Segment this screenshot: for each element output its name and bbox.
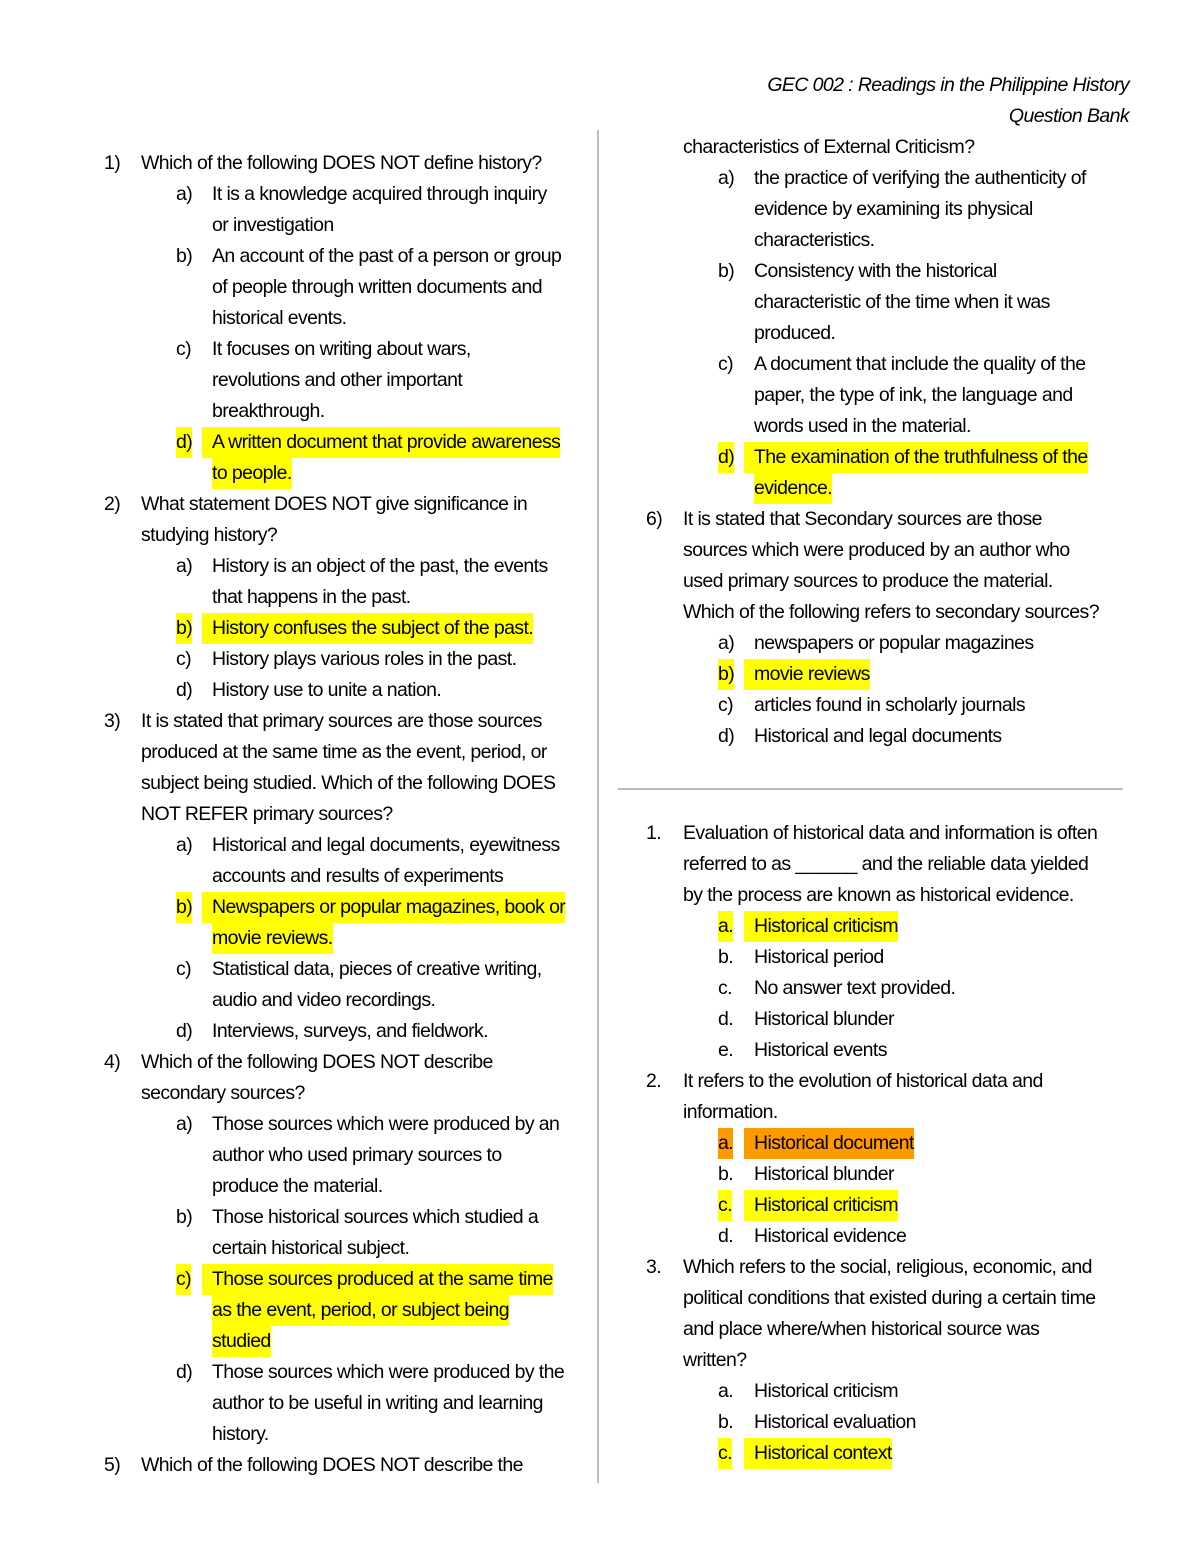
part2-q2-number: 2. xyxy=(646,1070,662,1092)
part2-q1-choice-text: No answer text provided. xyxy=(754,977,956,999)
part2-q1-choice-letter: e. xyxy=(718,1039,734,1061)
part1-q1-choice-text: or investigation xyxy=(212,214,334,236)
part1-q1-choice-text: A written document that provide awareness xyxy=(202,427,560,458)
part1-q3-choice-text: movie reviews. xyxy=(212,923,333,954)
part2-q1-stem-line: Evaluation of historical data and information is often xyxy=(683,822,1098,844)
part1-q6-choice-text: articles found in scholarly journals xyxy=(754,694,1026,716)
part1-q6-choice-text: movie reviews xyxy=(744,659,870,690)
part1-q4-choice-text: Those historical sources which studied a xyxy=(212,1206,539,1228)
part2-q1-number: 1. xyxy=(646,822,662,844)
part1-q4-choice-letter: c) xyxy=(176,1264,191,1295)
column-divider xyxy=(597,130,599,1483)
part1-q3-choice-text: Historical and legal documents, eyewitness xyxy=(212,834,560,856)
part1-q5-choice-text: evidence. xyxy=(754,473,832,504)
part1-q6-stem-line: It is stated that Secondary sources are those xyxy=(683,508,1042,530)
part2-q3-stem-line: written? xyxy=(683,1349,747,1371)
part1-q2-choice-text: History confuses the subject of the past. xyxy=(202,613,533,644)
part1-q6-number: 6) xyxy=(646,508,663,530)
part2-q1-stem-line: referred to as ______ and the reliable data yielded xyxy=(683,853,1089,875)
part1-q1-choice-text: It focuses on writing about wars, xyxy=(212,338,471,360)
part1-q4-stem-line: secondary sources? xyxy=(141,1082,305,1104)
part1-q3-stem-line: subject being studied. Which of the following DOES xyxy=(141,772,556,794)
part1-q4-choice-letter: a) xyxy=(176,1113,193,1135)
part2-q3-choice-letter: c. xyxy=(718,1438,732,1469)
part1-q5-choice-text: produced. xyxy=(754,322,836,344)
part2-q3-stem-line: and place where/when historical source was xyxy=(683,1318,1040,1340)
part1-q2-choice-letter: d) xyxy=(176,679,193,701)
part1-q1-choice-text: An account of the past of a person or group xyxy=(212,245,562,267)
part2-q1-choice-text: Historical period xyxy=(754,946,884,968)
part1-q1-stem-line: Which of the following DOES NOT define history? xyxy=(141,152,542,174)
part1-q5-choice-letter: c) xyxy=(718,353,734,375)
part1-q5-choice-letter: d) xyxy=(718,442,734,473)
part2-q2-choice-letter: d. xyxy=(718,1225,734,1247)
part1-q1-choice-letter: c) xyxy=(176,338,192,360)
part1-q6-choice-letter: d) xyxy=(718,725,735,747)
part2-q1-stem-line: by the process are known as historical evidence. xyxy=(683,884,1074,906)
part1-q1-number: 1) xyxy=(104,152,121,174)
part1-q5-stem-line: Which of the following DOES NOT describe the xyxy=(141,1454,523,1476)
part2-q2-choice-text: Historical criticism xyxy=(744,1190,898,1221)
part1-q3-choice-letter: d) xyxy=(176,1020,193,1042)
part1-q5-choice-text: characteristic of the time when it was xyxy=(754,291,1050,313)
part2-q3-choice-text: Historical criticism xyxy=(754,1380,899,1402)
part1-q6-stem-line: used primary sources to produce the material. xyxy=(683,570,1053,592)
part1-q6-choice-text: newspapers or popular magazines xyxy=(754,632,1034,654)
part1-q6-choice-letter: c) xyxy=(718,694,734,716)
part2-q3-stem-line: political conditions that existed during a certain time xyxy=(683,1287,1096,1309)
part1-q6-choice-letter: b) xyxy=(718,659,734,690)
part1-q1-choice-text: historical events. xyxy=(212,307,347,329)
part1-q2-choice-letter: b) xyxy=(176,613,192,644)
part1-q6-choice-letter: a) xyxy=(718,632,735,654)
part1-q5-choice-text: The examination of the truthfulness of the xyxy=(744,442,1088,473)
part1-q4-choice-text: author who used primary sources to xyxy=(212,1144,502,1166)
part2-q1-choice-text: Historical criticism xyxy=(744,911,898,942)
part1-q2-choice-text: History plays various roles in the past. xyxy=(212,648,517,670)
part1-q3-choice-text: accounts and results of experiments xyxy=(212,865,504,887)
part1-q5-choice-letter: b) xyxy=(718,260,735,282)
part2-q1-choice-letter: c. xyxy=(718,977,732,999)
part1-q4-choice-text: produce the material. xyxy=(212,1175,383,1197)
part1-q3-stem-line: produced at the same time as the event, period, or xyxy=(141,741,547,763)
part1-q4-choice-text: studied xyxy=(212,1326,271,1357)
part1-q3-number: 3) xyxy=(104,710,121,732)
part2-q2-choice-letter: a. xyxy=(718,1128,733,1159)
part1-q2-number: 2) xyxy=(104,493,121,515)
part1-q1-choice-text: breakthrough. xyxy=(212,400,325,422)
part1-q5-choice-text: characteristics. xyxy=(754,229,875,251)
part1-q2-choice-text: History is an object of the past, the events xyxy=(212,555,548,577)
part1-q2-choice-text: that happens in the past. xyxy=(212,586,411,608)
part1-q3-choice-letter: a) xyxy=(176,834,193,856)
section-divider xyxy=(618,788,1123,790)
part1-q4-choice-text: author to be useful in writing and learning xyxy=(212,1392,543,1414)
part1-q6-stem-line: Which of the following refers to secondary sources? xyxy=(683,601,1099,623)
part1-q3-choice-text: Interviews, surveys, and fieldwork. xyxy=(212,1020,488,1042)
part2-q2-choice-letter: c. xyxy=(718,1190,732,1221)
part1-q5-choice-text: words used in the material. xyxy=(754,415,971,437)
part1-q3-stem-line: NOT REFER primary sources? xyxy=(141,803,393,825)
part1-q2-choice-letter: c) xyxy=(176,648,192,670)
part2-q1-choice-letter: b. xyxy=(718,946,734,968)
part1-q4-stem-line: Which of the following DOES NOT describe xyxy=(141,1051,493,1073)
part2-q2-stem-line: information. xyxy=(683,1101,778,1123)
part2-q1-choice-letter: d. xyxy=(718,1008,734,1030)
part1-q4-choice-text: as the event, period, or subject being xyxy=(212,1295,509,1326)
part1-q1-choice-text: of people through written documents and xyxy=(212,276,542,298)
question-bank-label: Question Bank xyxy=(1008,105,1129,127)
part1-q3-stem-line: It is stated that primary sources are those sources xyxy=(141,710,542,732)
part1-q4-choice-text: Those sources produced at the same time xyxy=(202,1264,553,1295)
part1-q5-choice-text: paper, the type of ink, the language and xyxy=(754,384,1073,406)
part1-q3-choice-letter: b) xyxy=(176,892,192,923)
part1-q2-choice-letter: a) xyxy=(176,555,193,577)
part1-q3-choice-text: Statistical data, pieces of creative writing, xyxy=(212,958,542,980)
part1-q5-number: 5) xyxy=(104,1454,121,1476)
part1-q5-stem-line: characteristics of External Criticism? xyxy=(683,136,975,158)
part1-q5-choice-text: the practice of verifying the authenticity of xyxy=(754,167,1086,189)
part1-q5-choice-text: A document that include the quality of the xyxy=(754,353,1086,375)
part1-q6-stem-line: sources which were produced by an author who xyxy=(683,539,1070,561)
part2-q3-stem-line: Which refers to the social, religious, economic, and xyxy=(683,1256,1092,1278)
part2-q3-choice-text: Historical evaluation xyxy=(754,1411,916,1433)
part2-q1-choice-text: Historical blunder xyxy=(754,1008,894,1030)
part1-q5-choice-text: Consistency with the historical xyxy=(754,260,997,282)
part2-q2-stem-line: It refers to the evolution of historical data and xyxy=(683,1070,1043,1092)
part1-q2-stem-line: What statement DOES NOT give significance in xyxy=(141,493,528,515)
part1-q2-stem-line: studying history? xyxy=(141,524,278,546)
part2-q3-number: 3. xyxy=(646,1256,662,1278)
part1-q1-choice-text: to people. xyxy=(212,458,292,489)
part1-q6-choice-text: Historical and legal documents xyxy=(754,725,1002,747)
part1-q1-choice-letter: b) xyxy=(176,245,193,267)
part1-q1-choice-text: It is a knowledge acquired through inquiry xyxy=(212,183,547,205)
part2-q2-choice-letter: b. xyxy=(718,1163,734,1185)
part2-q1-choice-text: Historical events xyxy=(754,1039,887,1061)
course-title: GEC 002 : Readings in the Philippine History xyxy=(767,74,1129,96)
part1-q3-choice-letter: c) xyxy=(176,958,192,980)
part1-q3-choice-text: Newspapers or popular magazines, book or xyxy=(202,892,565,923)
part1-q1-choice-letter: d) xyxy=(176,427,192,458)
part1-q1-choice-letter: a) xyxy=(176,183,193,205)
part1-q4-choice-text: history. xyxy=(212,1423,269,1445)
part1-q2-choice-text: History use to unite a nation. xyxy=(212,679,442,701)
part1-q4-choice-text: certain historical subject. xyxy=(212,1237,410,1259)
part1-q4-choice-letter: d) xyxy=(176,1361,193,1383)
part1-q4-choice-letter: b) xyxy=(176,1206,193,1228)
part2-q2-choice-text: Historical evidence xyxy=(754,1225,907,1247)
part2-q3-choice-letter: b. xyxy=(718,1411,734,1433)
part1-q5-choice-letter: a) xyxy=(718,167,735,189)
part1-q4-choice-text: Those sources which were produced by an xyxy=(212,1113,560,1135)
part2-q3-choice-letter: a. xyxy=(718,1380,734,1402)
part1-q3-choice-text: audio and video recordings. xyxy=(212,989,436,1011)
part2-q2-choice-text: Historical blunder xyxy=(754,1163,894,1185)
part1-q4-number: 4) xyxy=(104,1051,121,1073)
part1-q5-choice-text: evidence by examining its physical xyxy=(754,198,1033,220)
part1-q4-choice-text: Those sources which were produced by the xyxy=(212,1361,565,1383)
part2-q3-choice-text: Historical context xyxy=(744,1438,892,1469)
part1-q1-choice-text: revolutions and other important xyxy=(212,369,463,391)
part2-q1-choice-letter: a. xyxy=(718,911,733,942)
part2-q2-choice-text: Historical document xyxy=(744,1128,914,1159)
